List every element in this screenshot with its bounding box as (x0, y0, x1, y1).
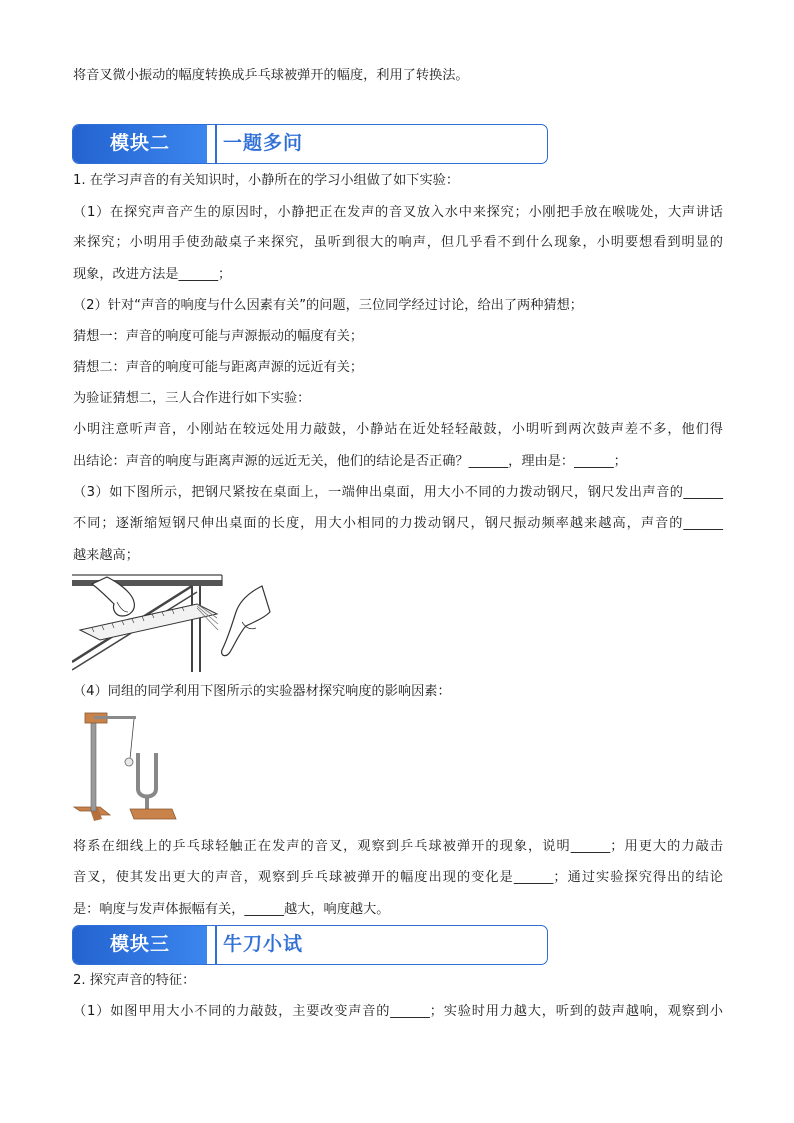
intro-text: 将音叉微小振动的幅度转换成乒乓球被弹开的幅度，利用了转换法。 (73, 68, 469, 83)
q1-verify: 为验证猜想二，三人合作进行如下实验： (73, 391, 311, 406)
module-banner-3 (72, 925, 548, 965)
q1-part2-line1: （2）针对“声音的响度与什么因素有关”的问题，三位同学经过讨论，给出了两种猜想； (73, 298, 583, 313)
q1-part3-line2: 不同；逐渐缩短钢尺伸出桌面的长度，用大小相同的力拨动钢尺，钢尺振动频率越来越高，声音的______ (73, 516, 723, 531)
q1-part2-line6: 出结论：声音的响度与距离声源的远近无关，他们的结论是否正确？______，理由是：______； (73, 454, 627, 469)
module-title: 牛刀小试 (223, 933, 304, 955)
q1-part1-line1: （1）在探究声音产生的原因时，小静把正在发声的音叉放入水中来探究；小刚把手放在喉咙处，大声讲话 (73, 205, 723, 220)
q1-guess1: 猜想一：声音的响度可能与声源振动的幅度有关； (73, 329, 364, 344)
ruler-experiment-figure (72, 572, 272, 672)
q2-part1-line1: （1）如图甲用大小不同的力敲鼓，主要改变声音的______；实验时用力越大，听到的鼓声越响，观察到小 (73, 1004, 723, 1019)
module-tag: 模块三 (73, 926, 207, 964)
tuning-fork-figure (72, 707, 182, 829)
q1-part4-line4: 是：响度与发声体振幅有关，______越大，响度越大。 (73, 902, 390, 917)
q1-part2-line5: 小明注意听声音，小刚站在较远处用力敲鼓，小静站在近处轻轻敲鼓，小明听到两次鼓声差不多，他们得 (73, 422, 723, 437)
q1-part3-line3: 越来越高； (73, 548, 139, 563)
question-1-stem: 1. 在学习声音的有关知识时，小静所在的学习小组做了如下实验： (73, 173, 460, 188)
q1-part4-line2: 将系在细线上的乒乓球轻触正在发声的音叉，观察到乒乓球被弹开的现象，说明______；用更大的力敲击 (73, 839, 723, 854)
q1-part1-line2: 来探究；小明用手使劲敲桌子来探究，虽听到很大的响声，但几乎看不到什么现象，小明要想看到明显的 (73, 235, 723, 250)
question-2-stem: 2. 探究声音的特征： (73, 973, 196, 988)
q1-part4-line1: （4）同组的同学利用下图所示的实验器材探究响度的影响因素： (73, 684, 451, 699)
module-banner-2 (72, 124, 548, 164)
module-title: 一题多问 (223, 132, 304, 154)
q1-part3-line1: （3）如下图所示，把钢尺紧按在桌面上，一端伸出桌面，用大小不同的力拨动钢尺，钢尺发出声音的______ (73, 485, 723, 500)
module-tag: 模块二 (73, 125, 207, 163)
q1-guess2: 猜想二：声音的响度可能与距离声源的远近有关； (73, 360, 364, 375)
q1-part4-line3: 音叉，使其发出更大的声音，观察到乒乓球被弹开的幅度出现的变化是______；通过实验探究得出的结论 (73, 870, 723, 885)
q1-part1-line3: 现象，改进方法是______； (73, 267, 232, 282)
